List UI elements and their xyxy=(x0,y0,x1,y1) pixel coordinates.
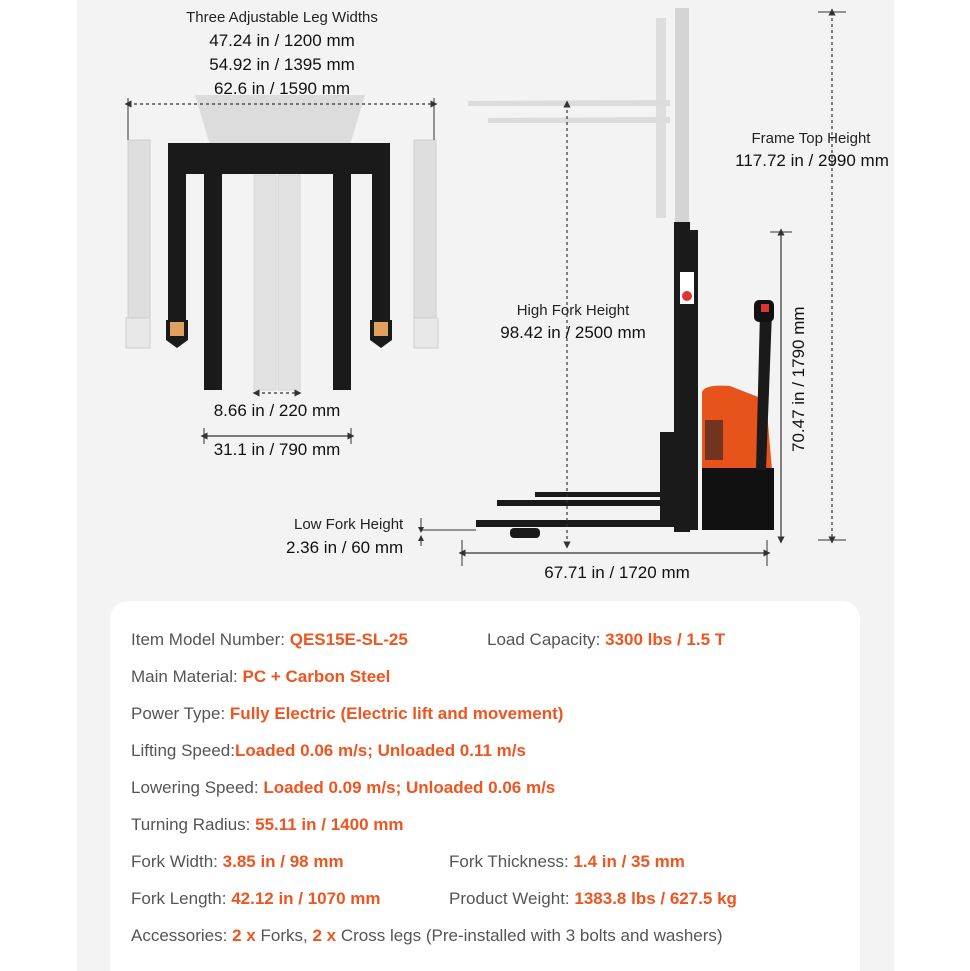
spec-weight: Product Weight: 1383.8 lbs / 627.5 kg xyxy=(449,889,737,908)
ghost-raised-mast xyxy=(468,8,689,230)
spec-model: Item Model Number: QES15E-SL-25 xyxy=(131,630,408,649)
spec-turning: Turning Radius: 55.11 in / 1400 mm xyxy=(131,815,404,834)
warning-sign xyxy=(682,291,692,301)
wheel-left xyxy=(170,322,184,336)
handle-height-label: 70.47 in / 1790 mm xyxy=(789,306,808,452)
spec-power: Power Type: Fully Electric (Electric lift and movement) xyxy=(131,704,564,723)
leg-width-2: 54.92 in / 1395 mm xyxy=(209,55,355,74)
spec-lifting: Lifting Speed:Loaded 0.06 m/s; Unloaded 0.11 m/s xyxy=(131,741,526,760)
spec-capacity: Load Capacity: 3300 lbs / 1.5 T xyxy=(487,630,726,649)
low-fork-value: 2.36 in / 60 mm xyxy=(286,538,404,557)
fork-gap-label: 8.66 in / 220 mm xyxy=(213,401,341,420)
high-fork-title: High Fork Height xyxy=(516,302,630,319)
forks xyxy=(476,492,674,538)
leg-widths-title: Three Adjustable Leg Widths xyxy=(186,9,378,26)
spec-lowering: Lowering Speed: Loaded 0.09 m/s; Unloaded 0.06 m/s xyxy=(131,778,556,797)
length-label: 67.71 in / 1720 mm xyxy=(544,563,690,582)
spec-material: Main Material: PC + Carbon Steel xyxy=(131,667,391,686)
spec-accessories: Accessories: 2 x Forks, 2 x Cross legs (Pre-installed with 3 bolts and washers) xyxy=(131,926,723,945)
high-fork-value: 98.42 in / 2500 mm xyxy=(500,323,646,342)
frame-top-value: 117.72 in / 2990 mm xyxy=(735,151,889,170)
frame-top-title: Frame Top Height xyxy=(751,130,871,147)
low-fork-title: Low Fork Height xyxy=(294,516,404,533)
power-unit-base xyxy=(702,468,774,530)
fork-span-label: 31.1 in / 790 mm xyxy=(213,440,341,459)
mast xyxy=(660,222,698,532)
wheel-right xyxy=(374,322,388,336)
tiller-button xyxy=(761,304,769,312)
spec-fork-thickness: Fork Thickness: 1.4 in / 35 mm xyxy=(449,852,685,871)
leg-width-3: 62.6 in / 1590 mm xyxy=(213,79,351,98)
ghost-inner-forks xyxy=(254,175,300,390)
mast-shadow xyxy=(195,95,365,145)
spec-fork-width: Fork Width: 3.85 in / 98 mm xyxy=(131,852,344,871)
leg-width-1: 47.24 in / 1200 mm xyxy=(209,31,355,50)
spec-fork-length: Fork Length: 42.12 in / 1070 mm xyxy=(131,889,381,908)
